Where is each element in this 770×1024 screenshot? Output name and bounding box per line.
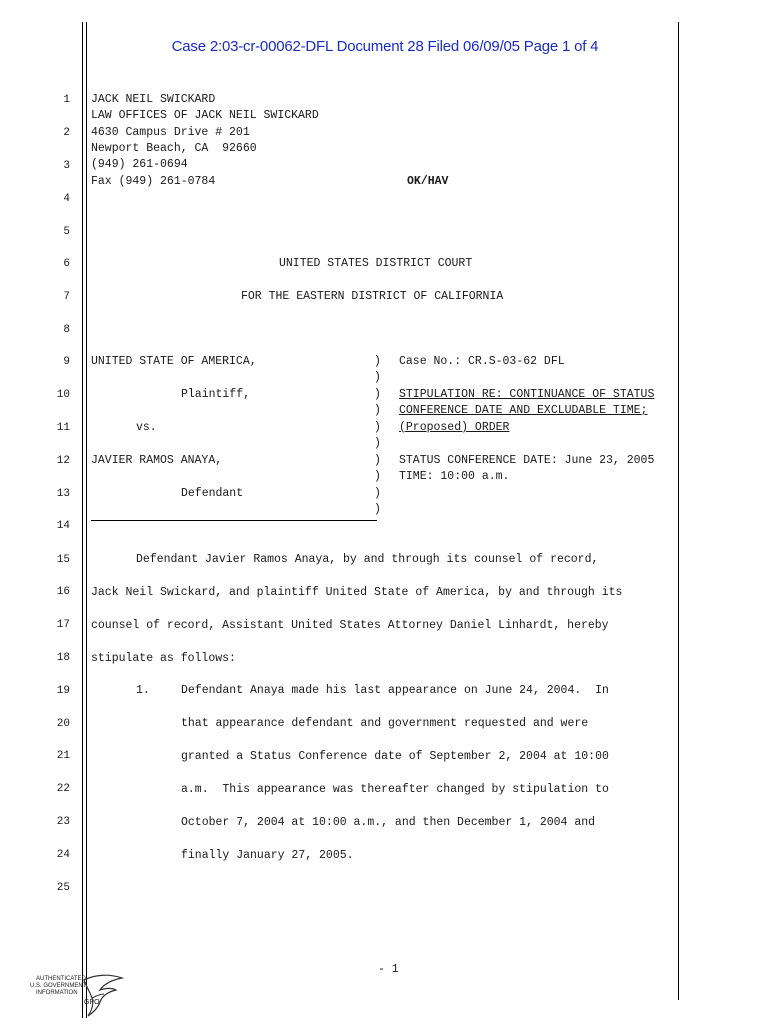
item-line: granted a Status Conference date of September 2, 2004 at 10:00 bbox=[181, 750, 609, 763]
case-header: Case 2:03-cr-00062-DFL Document 28 Filed 06/09/05 Page 1 of 4 bbox=[171, 38, 599, 55]
defendant-name: JAVIER RAMOS ANAYA, bbox=[91, 454, 223, 467]
item-line: finally January 27, 2005. bbox=[181, 849, 354, 862]
eagle-icon bbox=[76, 972, 126, 1018]
line-number: 6 bbox=[63, 258, 70, 270]
line-number: 16 bbox=[56, 586, 70, 598]
body-line: Jack Neil Swickard, and plaintiff United State of America, by and through its bbox=[91, 586, 623, 599]
filing-stamp: OK/HAV bbox=[407, 175, 449, 188]
document-title-line1: STIPULATION RE: CONTINUANCE OF STATUS bbox=[399, 388, 655, 401]
line-number: 11 bbox=[56, 422, 70, 434]
seal-text: U.S. GOVERNMENT bbox=[30, 983, 87, 989]
line-number: 2 bbox=[63, 127, 70, 139]
attorney-fax: Fax (949) 261-0784 bbox=[91, 175, 216, 188]
versus-label: vs. bbox=[136, 421, 157, 434]
item-line: that appearance defendant and government requested and were bbox=[181, 717, 589, 730]
plaintiff-role: Plaintiff, bbox=[181, 388, 251, 401]
line-number: 15 bbox=[56, 554, 70, 566]
caption-underline bbox=[91, 520, 377, 521]
line-number: 12 bbox=[56, 455, 70, 467]
caption-paren: ) bbox=[374, 470, 381, 483]
line-number: 18 bbox=[56, 652, 70, 664]
line-number: 19 bbox=[56, 685, 70, 697]
item-line: Defendant Anaya made his last appearance on June 24, 2004. In bbox=[181, 684, 609, 697]
status-conference-time: TIME: 10:00 a.m. bbox=[399, 470, 510, 483]
status-conference-date: STATUS CONFERENCE DATE: June 23, 2005 bbox=[399, 454, 655, 467]
line-number: 9 bbox=[63, 356, 70, 368]
margin-rule-right bbox=[678, 22, 679, 1000]
seal-text: INFORMATION bbox=[36, 990, 78, 996]
line-number: 5 bbox=[63, 226, 70, 238]
attorney-city: Newport Beach, CA 92660 bbox=[91, 142, 257, 155]
case-number: Case No.: CR.S-03-62 DFL bbox=[399, 355, 565, 368]
attorney-street: 4630 Campus Drive # 201 bbox=[91, 126, 250, 139]
line-number: 13 bbox=[56, 488, 70, 500]
item-number: 1. bbox=[136, 684, 150, 697]
item-line: October 7, 2004 at 10:00 a.m., and then December 1, 2004 and bbox=[181, 816, 596, 829]
margin-rule-left-inner bbox=[86, 22, 87, 1018]
seal-text: GPO bbox=[84, 999, 100, 1006]
attorney-name: JACK NEIL SWICKARD bbox=[91, 93, 216, 106]
line-number: 25 bbox=[56, 882, 70, 894]
plaintiff-name: UNITED STATE OF AMERICA, bbox=[91, 355, 257, 368]
caption-paren: ) bbox=[374, 388, 381, 401]
body-line: stipulate as follows: bbox=[91, 652, 236, 665]
caption-paren: ) bbox=[374, 421, 381, 434]
item-line: a.m. This appearance was thereafter changed by stipulation to bbox=[181, 783, 609, 796]
court-name: UNITED STATES DISTRICT COURT bbox=[279, 257, 473, 270]
line-number: 3 bbox=[63, 160, 70, 172]
line-number: 17 bbox=[56, 619, 70, 631]
line-number: 4 bbox=[63, 193, 70, 205]
line-number: 8 bbox=[63, 324, 70, 336]
caption-paren: ) bbox=[374, 437, 381, 450]
attorney-office: LAW OFFICES OF JACK NEIL SWICKARD bbox=[91, 109, 319, 122]
body-line: counsel of record, Assistant United States Attorney Daniel Linhardt, hereby bbox=[91, 619, 609, 632]
page-number: - 1 bbox=[378, 963, 399, 976]
line-number: 10 bbox=[56, 389, 70, 401]
caption-paren: ) bbox=[374, 371, 381, 384]
caption-paren: ) bbox=[374, 487, 381, 500]
gpo-authentication-seal bbox=[30, 972, 130, 1018]
line-number: 1 bbox=[63, 94, 70, 106]
defendant-role: Defendant bbox=[181, 487, 244, 500]
caption-paren: ) bbox=[374, 404, 381, 417]
line-number: 20 bbox=[56, 718, 70, 730]
document-title-line3: (Proposed) ORDER bbox=[399, 421, 510, 434]
seal-text: AUTHENTICATED bbox=[36, 976, 86, 982]
line-number: 21 bbox=[56, 750, 70, 762]
margin-rule-left-outer bbox=[82, 22, 83, 1018]
line-number: 14 bbox=[56, 520, 70, 532]
caption-paren: ) bbox=[374, 503, 381, 516]
attorney-phone: (949) 261-0694 bbox=[91, 158, 188, 171]
caption-paren: ) bbox=[374, 355, 381, 368]
caption-paren: ) bbox=[374, 454, 381, 467]
court-district: FOR THE EASTERN DISTRICT OF CALIFORNIA bbox=[241, 290, 504, 303]
line-number: 22 bbox=[56, 783, 70, 795]
document-title-line2: CONFERENCE DATE AND EXCLUDABLE TIME; bbox=[399, 404, 648, 417]
line-number: 24 bbox=[56, 849, 70, 861]
body-line: Defendant Javier Ramos Anaya, by and through its counsel of record, bbox=[136, 553, 599, 566]
line-number: 7 bbox=[63, 291, 70, 303]
line-number: 23 bbox=[56, 816, 70, 828]
